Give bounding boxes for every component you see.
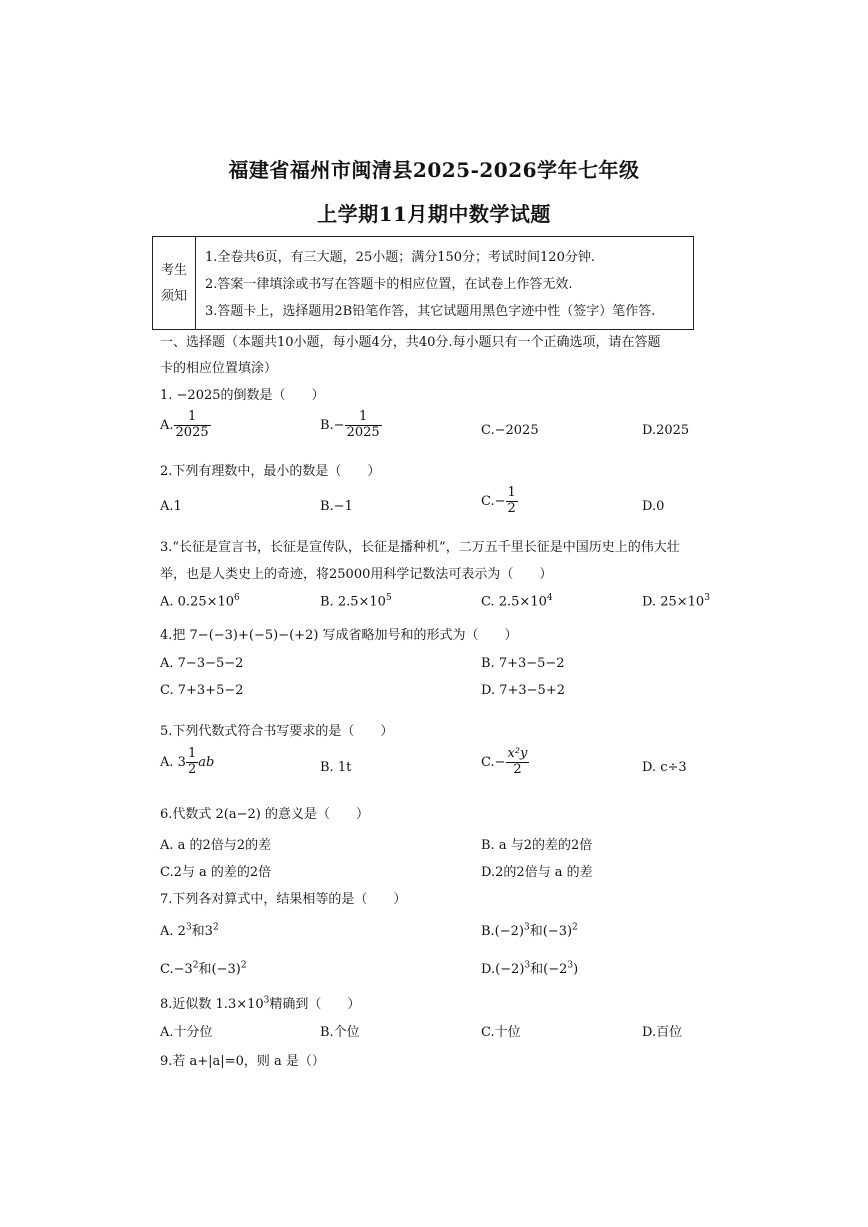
question-6-option-a: A. a 的2倍与2的差: [160, 838, 272, 853]
question-3-option-d: [642, 593, 710, 609]
q1-b-den: 2025: [346, 424, 380, 440]
section1-heading-line1: 一、选择题（本题共10小题，每小题4分，共40分.每小题只有一个正确选项，请在答题: [160, 335, 661, 350]
notice-label-top: 考生: [161, 263, 188, 278]
q2-c-fraction: [506, 486, 518, 517]
question-8-option-a: A.十分位: [160, 1025, 213, 1040]
question-1-option-b: [320, 410, 382, 441]
question-6-option-d: D.2的2倍与 a 的差: [481, 865, 593, 880]
question-6-stem: 6.代数式 2(a−2) 的意义是（ ）: [160, 807, 369, 822]
q3-b-exp: 5: [385, 593, 392, 603]
question-2-stem: 2.下列有理数中，最小的数是（ ）: [160, 464, 381, 479]
exam-title-line1: 福建省福州市闽清县2025-2026学年七年级: [228, 158, 640, 182]
question-1-option-d: D.2025: [642, 423, 690, 438]
q3-c-exp: 4: [546, 593, 553, 603]
q8-stem-prefix: 8.近似数 1.3×10: [160, 997, 264, 1012]
q1-a-fraction: [174, 410, 211, 441]
q5-c-fraction: [506, 747, 530, 778]
candidate-notice-box: [152, 236, 694, 330]
q7-a-exp2: 2: [212, 922, 219, 933]
q8-stem-exp: 3: [263, 995, 270, 1006]
q2-c-num: 1: [507, 485, 516, 500]
q1-a-prefix: A.: [160, 417, 174, 433]
question-2-option-c: [481, 486, 518, 517]
q2-c-prefix: C.−: [481, 493, 506, 509]
question-4-stem: 4.把 7−(−3)+(−5)−(+2) 写成省略加号和的形式为（ ）: [160, 628, 518, 643]
question-8-option-b: B.个位: [320, 1025, 360, 1040]
section1-heading-line2: 卡的相应位置填涂）: [160, 361, 278, 376]
question-7-option-a: [160, 920, 219, 939]
q7-c-mid: 和(−3): [198, 962, 241, 977]
q7-d-exp2: 3: [567, 960, 574, 971]
q7-d-exp1: 3: [524, 960, 531, 971]
question-8-option-c: C.十位: [481, 1025, 521, 1040]
question-7-option-d: [481, 958, 578, 977]
q5-c-den: 2: [513, 761, 522, 777]
question-3-stem-line2: 举，也是人类史上的奇迹，将25000用科学记数法可表示为（ ）: [160, 567, 553, 582]
question-5-option-c: [481, 747, 529, 778]
q3-a-base: A. 0.25×10: [160, 594, 235, 610]
q1-a-num: 1: [174, 410, 211, 426]
question-7-option-b: [481, 920, 578, 939]
q1-a-den: 2025: [175, 424, 209, 440]
question-8-option-d: D.百位: [642, 1025, 683, 1040]
question-4-option-a: A. 7−3−5−2: [160, 656, 244, 671]
q3-d-exp: 3: [704, 593, 710, 603]
question-2-option-d: D.0: [642, 499, 665, 514]
q2-c-den: 2: [507, 500, 516, 516]
question-4-option-c: C. 7+3+5−2: [160, 683, 244, 698]
question-3-option-b: [320, 593, 392, 609]
q5-a-num: 1: [187, 746, 197, 761]
q1-b-num: 1: [345, 410, 382, 426]
q7-b-mid: 和(−3): [529, 924, 573, 939]
q7-a-mid: 和3: [191, 924, 213, 939]
q7-b-base1: B.(−2): [481, 924, 524, 939]
q7-c-exp2: 2: [240, 960, 247, 971]
notice-item-1: 1.全卷共6页，有三大题，25小题；满分150分；考试时间120分钟.: [205, 250, 595, 265]
question-5-option-b: B. 1t: [320, 760, 352, 775]
question-4-option-d: D. 7+3−5+2: [481, 683, 565, 698]
question-2-option-a: A.1: [160, 499, 182, 514]
q3-a-exp: 6: [234, 593, 240, 603]
question-7-stem: 7.下列各对算式中，结果相等的是（ ）: [160, 892, 407, 907]
q7-d-tail: ): [573, 962, 579, 977]
q3-b-base: B. 2.5×10: [320, 594, 386, 610]
q1-b-fraction: [345, 410, 382, 441]
question-1-option-c: C.−2025: [481, 423, 539, 438]
q5-a-prefix: A. 3: [160, 754, 186, 770]
q3-d-base: D. 25×10: [642, 594, 705, 610]
q7-b-exp1: 3: [524, 922, 530, 933]
q7-d-mid: 和(−2: [530, 962, 568, 977]
q5-a-fraction: [186, 747, 198, 778]
q7-b-exp2: 2: [572, 922, 578, 933]
notice-item-2: 2.答案一律填涂或书写在答题卡的相应位置，在试卷上作答无效.: [205, 277, 573, 292]
exam-title-line2: 上学期11月期中数学试题: [317, 202, 551, 226]
q8-stem-suffix: 精确到（ ）: [269, 997, 361, 1012]
q7-a-exp1: 3: [185, 922, 192, 933]
q5-a-tail: ab: [198, 754, 215, 770]
question-5-stem: 5.下列代数式符合书写要求的是（ ）: [160, 724, 394, 739]
q5-a-den: 2: [187, 761, 197, 777]
question-7-option-c: [160, 958, 247, 977]
q5-c-num: x²y: [507, 746, 528, 761]
q7-d-base1: D.(−2): [481, 962, 525, 977]
q3-c-base: C. 2.5×10: [481, 594, 547, 610]
q7-c-base1: C.−3: [160, 962, 193, 977]
question-3-stem-line1: 3.“长征是宣言书，长征是宣传队，长征是播种机”，二万五千里长征是中国历史上的伟大壮: [160, 540, 680, 555]
notice-label: [153, 237, 196, 329]
question-1-stem: 1. −2025的倒数是（ ）: [160, 388, 325, 403]
question-8-stem: [160, 993, 360, 1012]
question-5-option-a: [160, 747, 214, 778]
question-3-option-a: [160, 593, 240, 609]
question-2-option-b: B.−1: [320, 499, 353, 514]
question-3-option-c: [481, 593, 553, 609]
question-4-option-b: B. 7+3−5−2: [481, 656, 565, 671]
question-6-option-c: C.2与 a 的差的2倍: [160, 865, 272, 880]
q7-a-base1: A. 2: [160, 924, 186, 939]
notice-label-bottom: 须知: [161, 289, 188, 304]
q7-c-exp1: 2: [192, 960, 199, 971]
q5-c-prefix: C.−: [481, 754, 506, 770]
q1-b-prefix: B.−: [320, 417, 345, 433]
notice-item-3: 3.答题卡上，选择题用2B铅笔作答，其它试题用黑色字迹中性（签字）笔作答.: [205, 304, 656, 319]
question-1-option-a: [160, 410, 211, 441]
question-5-option-d: D. c÷3: [642, 760, 687, 775]
question-9-stem: 9.若 a+|a|=0，则 a 是（）: [160, 1054, 325, 1069]
question-6-option-b: B. a 与2的差的2倍: [481, 838, 593, 853]
